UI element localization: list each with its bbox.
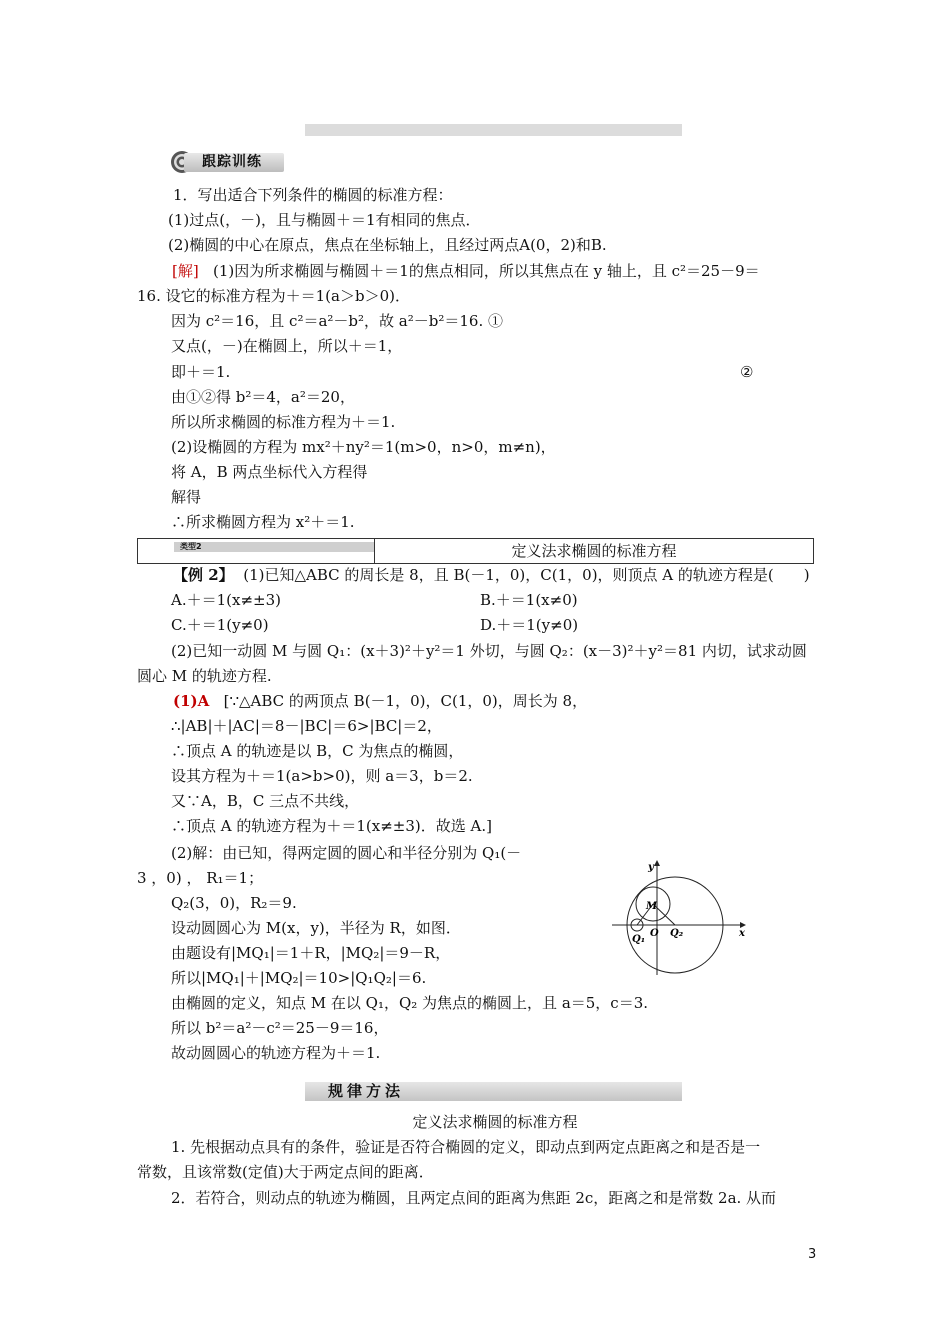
type-2-header-box (137, 538, 814, 564)
option-b: B.＋＝1(x≠0) (480, 591, 578, 609)
answer-tag: (1)A (173, 692, 210, 710)
solution-tag: [解] (172, 262, 199, 280)
label-y: y (648, 862, 654, 873)
solution-line-4: 又点(，－)在椭圆上，所以＋＝1， (171, 337, 403, 355)
part-2-line-2: 3 ，0) ， R₁＝1； (137, 869, 264, 887)
method-banner-label: 规律方法 (328, 1082, 405, 1100)
solution-line-1 (172, 261, 760, 281)
part-2-line-8: 所以 b²＝a²－c²＝25－9＝16， (171, 1019, 389, 1037)
type-2-title: 定义法求椭圆的标准方程 (511, 542, 677, 560)
example-2-question-2a: (2)已知一动圆 M 与圆 Q₁：(x＋3)²＋y²＝1 外切，与圆 Q₂：(x－3)²＋y²＝81 内切，试求动圆 (171, 642, 807, 660)
label-m: M (646, 901, 658, 912)
part-2-line-9: 故动圆圆心的轨迹方程为＋＝1. (171, 1044, 381, 1062)
equation-mark-2: ② (740, 363, 754, 381)
answer-line-3: ∴顶点 A 的轨迹是以 B，C 为焦点的椭圆， (171, 742, 464, 760)
type-2-tag-bar (174, 542, 374, 552)
answer-line-4: 设其方程为＋＝1(a>b>0)，则 a＝3，b＝2. (171, 767, 473, 785)
solution-line-5: 即＋＝1. (171, 363, 231, 381)
solution-text-1: (1)因为所求椭圆与椭圆＋＝1的焦点相同，所以其焦点在 y 轴上，且 c²＝25－9＝ (213, 262, 760, 280)
solution-line-3: 因为 c²＝16，且 c²＝a²－b²，故 a²－b²＝16. ① (171, 312, 503, 330)
label-q2: Q₂ (670, 928, 684, 939)
method-line-1b: 常数，且该常数(定值)大于两定点间的距离． (137, 1163, 434, 1181)
method-title: 定义法求椭圆的标准方程 (412, 1113, 578, 1131)
y-axis-arrow (654, 860, 660, 866)
type-2-tag-cell (138, 539, 375, 563)
answer-line-1 (173, 691, 587, 711)
example-2-head: 【例 2】 (173, 566, 234, 584)
example-2-question-1 (173, 565, 810, 585)
part-2-line-5: 由题设有|MQ₁|＝1＋R，|MQ₂|＝9－R， (171, 944, 451, 962)
answer-text-1: [∵△ABC 的两顶点 B(－1，0)，C(1，0)，周长为 8， (223, 692, 588, 710)
solution-line-10: 解得 (171, 488, 202, 506)
option-d: D.＋＝1(y≠0) (480, 616, 579, 634)
badge-label: 跟踪训练 (202, 154, 262, 170)
part-2-line-1: (2)解：由已知，得两定圆的圆心和半径分别为 Q₁(－ (171, 844, 522, 862)
tracking-practice-badge (170, 150, 285, 174)
problem-1-part-1: (1)过点(，－)，且与椭圆＋＝1有相同的焦点． (168, 211, 481, 229)
solution-line-9: 将 A，B 两点坐标代入方程得 (171, 463, 368, 481)
option-c: C.＋＝1(y≠0) (171, 616, 269, 634)
solution-line-7: 所以所求椭圆的标准方程为＋＝1. (171, 413, 396, 431)
label-q1: Q₁ (632, 934, 646, 945)
circles-figure (612, 858, 752, 976)
part-2-line-6: 所以|MQ₁|＋|MQ₂|＝10>|Q₁Q₂|＝6. (171, 969, 427, 987)
solution-line-8: (2)设椭圆的方程为 mx²＋ny²＝1(m>0，n>0，m≠n)， (171, 438, 556, 456)
top-divider-bar (305, 124, 682, 136)
example-2-question-1-text: (1)已知△ABC 的周长是 8，且 B(－1，0)，C(1，0)，则顶点 A 的轨迹方程是( ) (243, 566, 810, 584)
label-o: O (650, 928, 659, 939)
method-line-2: 2．若符合，则动点的轨迹为椭圆，且两定点间的距离为焦距 2c，距离之和是常数 2a. 从而 (171, 1189, 777, 1207)
method-line-1a: 1. 先根据动点具有的条件，验证是否符合椭圆的定义，即动点到两定点距离之和是否是一 (171, 1138, 761, 1156)
answer-line-5: 又∵A，B，C 三点不共线， (171, 792, 360, 810)
solution-line-6: 由①②得 b²＝4，a²＝20， (171, 388, 355, 406)
label-x: x (739, 928, 745, 939)
part-2-line-7: 由椭圆的定义，知点 M 在以 Q₁，Q₂ 为焦点的椭圆上，且 a＝5，c＝3. (171, 994, 649, 1012)
problem-1-question: 1．写出适合下列条件的椭圆的标准方程： (173, 186, 453, 204)
answer-line-2: ∴|AB|＋|AC|＝8－|BC|＝6>|BC|＝2， (171, 717, 442, 735)
answer-line-6: ∴顶点 A 的轨迹方程为＋＝1(x≠±3)．故选 A.] (171, 817, 492, 835)
type-2-tag: 类型2 (180, 542, 202, 551)
part-2-line-4: 设动圆圆心为 M(x，y)，半径为 R，如图． (171, 919, 461, 937)
problem-1-part-2: (2)椭圆的中心在原点，焦点在坐标轴上，且经过两点A(0，2)和B. (168, 236, 607, 254)
page-number: 3 (808, 1247, 817, 1262)
example-2-question-2b: 圆心 M 的轨迹方程. (137, 667, 272, 685)
option-a: A.＋＝1(x≠±3) (171, 591, 281, 609)
solution-line-2: 16. 设它的标准方程为＋＝1(a＞b＞0)． (137, 287, 410, 305)
part-2-line-3: Q₂(3，0)，R₂＝9. (171, 894, 297, 912)
solution-line-11: ∴所求椭圆方程为 x²＋＝1. (171, 513, 355, 531)
